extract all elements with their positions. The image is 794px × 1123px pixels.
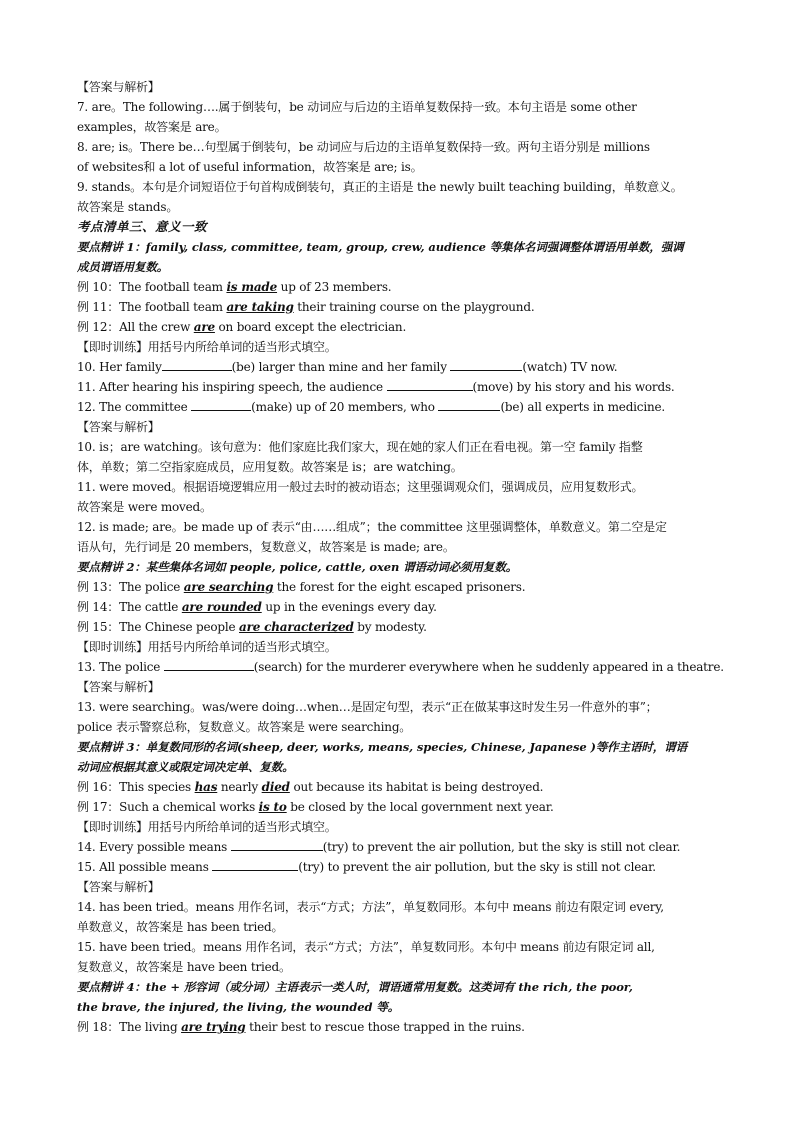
highlighted-verb: are searching [183,580,274,594]
text-line: 15. have been tried。means 用作名词，表示“方式；方法”，单复数同形。本句中 means 前边有限定词 all, [77,940,655,954]
example-text: 例 15：The Chinese people [77,620,240,634]
example-sentence [77,277,727,297]
example-text: 例 13：The police [77,580,184,594]
key-point-line: the brave, the injured, the living, the wounded 等。 [77,1000,400,1014]
text-line: 复数意义，故答案是 have been tried。 [77,960,291,974]
text-line: 【即时训练】用括号内所给单词的适当形式填空。 [77,820,337,834]
key-point-line: 成员谓语用复数。 [77,260,169,274]
answer-blank[interactable] [191,398,251,411]
exercise-text: (make) up of 20 members, who [251,400,439,414]
example-sentence [77,317,727,337]
text-line: 单数意义，故答案是 has been tried。 [77,920,284,934]
text-line: 12. is made; are。be made up of 表示“由……组成”；the committee 这里强调整体，单数意义。第二空是定 [77,520,667,534]
exercise-text: (be) larger than mine and her family [231,360,451,374]
key-point-line: 要点精讲 2：某些集体名词如 people, police, cattle, oxen 谓语动词必须用复数。 [77,560,518,574]
text-line: 14. has been tried。means 用作名词，表示“方式；方法”，单复数同形。本句中 means 前边有限定词 every, [77,900,664,914]
text-line: 语从句，先行词是 20 members，复数意义，故答案是 is made; are。 [77,540,455,554]
text-line: of websites和 a lot of useful information，故答案是 are; is。 [77,160,423,174]
answer-blank[interactable] [164,658,254,671]
highlighted-verb: are trying [181,1020,246,1034]
text-line: 8. are; is。There be…句型属于倒装句，be 动词应与后边的主语单复数保持一致。两句主语分别是 millions [77,140,650,154]
exercise-line [77,657,727,677]
document-body [77,77,727,1037]
text-line: 7. are。The following….属于倒装句，be 动词应与后边的主语单复数保持一致。本句主语是 some other [77,100,637,114]
exercise-line [77,357,727,377]
text-line: 故答案是 were moved。 [77,500,212,514]
example-text: their training course on the playground. [293,300,535,314]
example-sentence [77,617,727,637]
exercise-line [77,377,727,397]
exercise-text: (be) all experts in medicine. [500,400,666,414]
example-sentence [77,297,727,317]
text-line: police 表示警察总称，复数意义。故答案是 were searching。 [77,720,412,734]
example-text: the forest for the eight escaped prisoners. [273,580,526,594]
example-text: on board except the electrician. [214,320,407,334]
exercise-line [77,397,727,417]
answer-blank[interactable] [387,378,473,391]
example-text: 例 18：The living [77,1020,182,1034]
exercise-text: (try) to prevent the air pollution, but the sky is still not clear. [322,840,681,854]
example-text: up in the evenings every day. [261,600,437,614]
exercise-text: 11. After hearing his inspiring speech, the audience [77,380,387,394]
exercise-text: 15. All possible means [77,860,213,874]
answer-blank[interactable] [212,858,298,871]
example-sentence [77,797,727,817]
text-line: 【答案与解析】 [77,680,160,694]
highlighted-verb: are [193,320,215,334]
key-point-line: 动词应根据其意义或限定词决定单、复数。 [77,760,294,774]
exercise-text: (search) for the murderer everywhere when he suddenly appeared in a theatre. [253,660,724,674]
example-text: 例 17：Such a chemical works [77,800,259,814]
text-line: 9. stands。本句是介词短语位于句首构成倒装句，真正的主语是 the newly built teaching building，单数意义。 [77,180,683,194]
example-sentence [77,777,727,797]
text-line: 【答案与解析】 [77,80,160,94]
answer-blank[interactable] [438,398,500,411]
text-line: 故答案是 stands。 [77,200,179,214]
text-line: 【答案与解析】 [77,880,160,894]
example-sentence [77,1017,727,1037]
key-point-line: 要点精讲 3：单复数同形的名词(sheep, deer, works, means, species, Chinese, Japanese )等作主语时，谓语 [77,740,687,754]
highlighted-verb: are rounded [181,600,262,614]
answer-blank[interactable] [231,838,323,851]
example-text: 例 10：The football team [77,280,227,294]
key-point-line: 要点精讲 1：family, class, committee, team, group, crew, audience 等集体名词强调整体谓语用单数，强调 [77,240,684,254]
example-text: their best to rescue those trapped in the ruins. [245,1020,525,1034]
text-line: 13. were searching。was/were doing…when…是固定句型，表示“正在做某事这时发生另一件意外的事”； [77,700,658,714]
text-line: 体，单数；第二空指家庭成员，应用复数。故答案是 is；are watching。 [77,460,463,474]
exercise-text: 12. The committee [77,400,192,414]
example-sentence [77,597,727,617]
highlighted-verb: are characterized [239,620,354,634]
section-heading: 考点清单三、意义一致 [77,219,208,234]
highlighted-verb: died [261,780,290,794]
example-text: 例 12：All the crew [77,320,194,334]
example-text: by modesty. [353,620,427,634]
answer-blank[interactable] [162,358,232,371]
exercise-text: (try) to prevent the air pollution, but the sky is still not clear. [298,860,656,874]
highlighted-verb: is made [226,280,278,294]
example-sentence [77,577,727,597]
exercise-text: (move) by his story and his words. [472,380,675,394]
text-line: 【答案与解析】 [77,420,160,434]
example-text: 例 14：The cattle [77,600,182,614]
exercise-line [77,837,727,857]
exercise-text: 10. Her family [77,360,162,374]
example-text: be closed by the local government next year. [286,800,554,814]
exercise-text: (watch) TV now. [522,360,618,374]
exercise-text: 14. Every possible means [77,840,231,854]
highlighted-verb: is to [258,800,287,814]
example-text: up of 23 members. [277,280,392,294]
highlighted-verb: has [194,780,218,794]
text-line: 10. is；are watching。该句意为：他们家庭比我们家大，现在她的家人们正在看电视。第一空 family 指整 [77,440,643,454]
key-point-line: 要点精讲 4：the + 形容词（或分词）主语表示一类人时，谓语通常用复数。这类词有 the rich, the poor, [77,980,633,994]
text-line: 【即时训练】用括号内所给单词的适当形式填空。 [77,640,337,654]
answer-blank[interactable] [450,358,522,371]
text-line: 【即时训练】用括号内所给单词的适当形式填空。 [77,340,337,354]
text-line: 11. were moved。根据语境逻辑应用一般过去时的被动语态；这里强调观众们，强调成员，应用复数形式。 [77,480,644,494]
exercise-text: 13. The police [77,660,164,674]
example-text: nearly [217,780,262,794]
example-text: 例 16：This species [77,780,195,794]
highlighted-verb: are taking [226,300,294,314]
example-text: 例 11：The football team [77,300,227,314]
text-line: examples，故答案是 are。 [77,120,227,134]
example-text: out because its habitat is being destroyed. [289,780,544,794]
exercise-line [77,857,727,877]
